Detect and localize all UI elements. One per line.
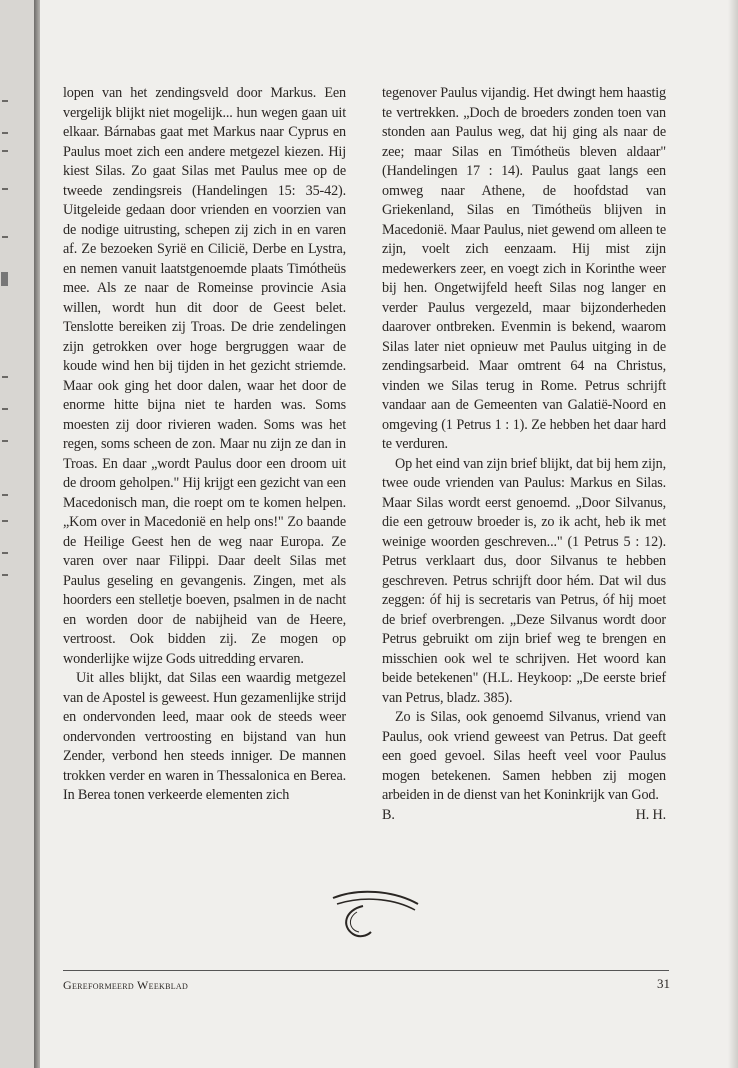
margin-mark — [2, 188, 8, 190]
paragraph: Uit alles blijkt, dat Silas een waardig metgezel van de Apostel is geweest. Hun gezamenlijke strijd en ondervonden leed, maar ook de steeds weer ondervonden vertroosting en bijstand van hun Zender, verbond hen steeds inniger. De mannen trokken verder en waren in Thessalonica en Berea. In Berea tonen verkeerde elementen zich — [63, 670, 346, 803]
paragraph: lopen van het zendingsveld door Markus. Een vergelijk blijkt niet mogelijk... hun wegen gaan uit elkaar. Bárnabas gaat met Markus naar Cyprus en Paulus moet zich een andere metgezel kiezen. Hij kiest Silas. Zo gaat Silas met Paulus mee op de tweede zendingsreis (Handelingen 15: 35-42). Uitgeleide gedaan door vrienden en voorzien van de nodige uitrusting, schepen zij zich in en varen af. Ze bezoeken Syrië en Cilicië, Derbe en Lystra, en nemen vanuit laatstgenoemde plaats Timótheüs mee. Als ze naar de Romeinse provincie Asia willen, wordt hun dit door de Geest belet. Tenslotte bereiken zij Troas. De drie zendelingen zijn getrokken over hoge bergruggen waar de koude wind hen bij tijden in het gezicht striemde. Maar ook ging het door dalen, waar het door de enorme hitte bijna niet te harden was. Soms moesten zij door rivieren waden. Soms was het regen, soms scheen de zon. Maar nu zijn ze dan in Troas. En daar „wordt Paulus door een droom uit de droom geholpen." Hij krijgt een gezicht van een Macedonisch man, die roept om te komen helpen. „Kom over in Macedonië en help ons!" Zo baande de Heilige Geest hen de weg naar Europa. Ze varen over naar Filippi. Daar deelt Silas met Paulus geseling en gevangenis. Zingen, met als hoorders een stelletje boeven, psalmen in de nacht en worden door de nabijheid van de Heere, vertroost. Ook bidden zij. Ze mogen op wonderlijke wijze Gods uitredding ervaren. — [63, 85, 346, 667]
margin-mark — [2, 440, 8, 442]
margin-mark — [2, 236, 8, 238]
margin-mark — [2, 100, 8, 102]
margin-block — [1, 272, 8, 286]
signature-author: H. H. — [635, 806, 666, 823]
page-shadow — [728, 0, 738, 1068]
page-number: 31 — [657, 976, 670, 991]
margin-mark — [2, 408, 8, 410]
paragraph: tegenover Paulus vijandig. Het dwingt hem haastig te vertrekken. „Doch de broeders zonden toen van stonden aan Paulus weg, dat hij ging als naar de zee; maar Silas en Timótheüs bleven aldaar" (Handelingen 17 : 14). Paulus gaat langs een omweg naar Athene, de hoofdstad van Griekenland, Silas en Timótheüs blijven in Macedonië. Maar Paulus, niet gewend om alleen te zijn, voelt zich eenzaam. Hij mist zijn medewerkers zeer, en voegt zich in Korinthe weer bij hen. Ongetwijfeld heeft Silas nog langer en verder Paulus vergezeld, maar bijzonderheden daarover ontbreken. Evenmin is bekend, waarom Silas later niet opnieuw met Paulus uitging in de zendingsarbeid. Maar omtrent 64 na Christus, vinden we Silas terug in Rome. Petrus schrijft vandaar aan de Gemeenten van Galatië-Noord en omgeving (1 Petrus 1 : 1). Ze hebben het daar hard te verduren. — [382, 85, 666, 452]
swirl-ornament-icon — [323, 884, 423, 940]
signature-line — [382, 806, 666, 826]
signature-place: B. — [382, 806, 395, 823]
margin-mark — [2, 520, 8, 522]
publication-name: Gereformeerd Weekblad — [63, 978, 189, 992]
margin-mark — [2, 376, 8, 378]
margin-mark — [2, 574, 8, 576]
margin-mark — [2, 552, 8, 554]
footer-divider — [63, 970, 669, 971]
margin-mark — [2, 132, 8, 134]
margin-mark — [2, 494, 8, 496]
left-column — [63, 84, 346, 806]
margin-mark — [2, 150, 8, 152]
paragraph: Zo is Silas, ook genoemd Silvanus, vriend van Paulus, ook vriend geweest van Petrus. Dat geeft een goed gevoel. Silas heeft veel voor Paulus mogen betekenen. Samen hebben zij mogen arbeiden in de dienst van het Koninkrijk van God. — [382, 709, 666, 803]
adjacent-page-edge — [0, 0, 34, 1068]
right-column — [382, 84, 666, 825]
paragraph: Op het eind van zijn brief blijkt, dat bij hem zijn, twee oude vrienden van Paulus: Markus en Silas. Maar Silas wordt eerst genoemd. „Door Silvanus, die een getrouw broeder is, zo ik acht, heb ik met weinige woorden geschreven..." (1 Petrus 5 : 12). Petrus verklaart dus, door Silvanus te hebben geschreven. Petrus schrijft door hém. Dat wil dus zeggen: óf hij is secretaris van Petrus, óf hij moet de brief overbrengen. „Deze Silvanus wordt door Petrus gebruikt om zijn brief weg te brengen en misschien ook wel te schrijven. Het woord kan beide betekenen" (H.L. Heykoop: „De eerste brief van Petrus, bladz. 385). — [382, 455, 666, 706]
